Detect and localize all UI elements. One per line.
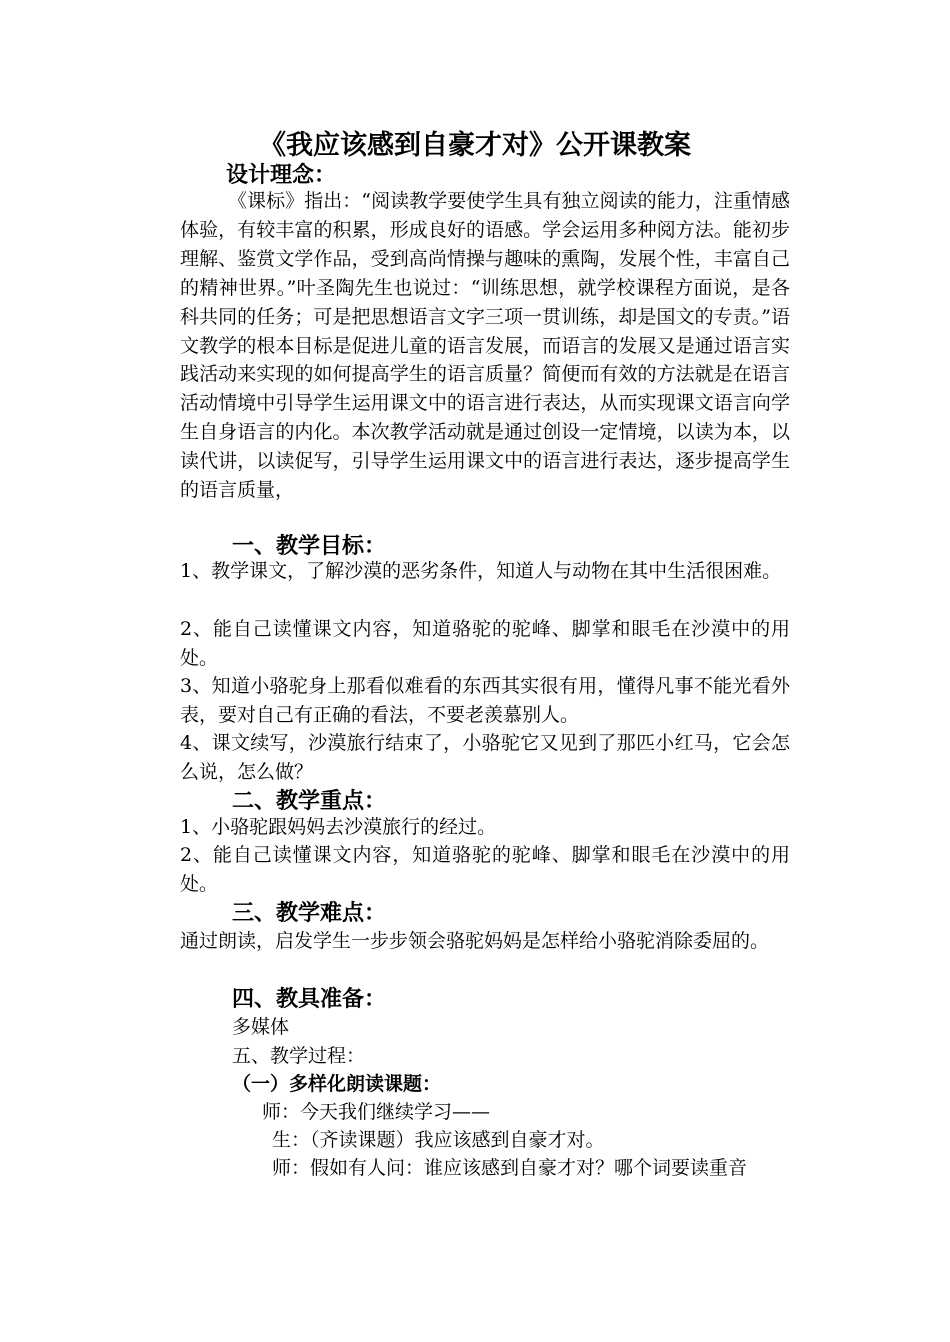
step1-heading: （一）多样化朗读课题： <box>232 1073 442 1095</box>
document-title: 《我应该感到自豪才对》公开课教案 <box>259 130 691 161</box>
section-objectives-heading: 一、教学目标： <box>232 533 387 559</box>
section-key-points-heading: 二、教学重点： <box>232 788 387 814</box>
design-paragraph: 《课标》指出：“阅读教学要使学生具有独立阅读的能力，注重情感体验，有较丰富的积累，形成良好的语感。学会运用多种阅方法。能初步理解、鉴赏文学作品，受到高尚情操与趣味的熏陶，发展个性，丰富自己的精神世界。”叶圣陶先生也说过：“训练思想，就学校课程方面说，是各科共同的任务；可是把思想语言文字三项一贯训练，却是国文的专责。”语文教学的根本目标是促进儿童的语言发展，而语言的发展又是通过语言实践活动来实现的如何提高学生的语言质量？简便而有效的方法就是在语言活动情境中引导学生运用课文中的语言进行表达，从而实现课文语言向学生自身语言的内化。本次教学活动就是通过创设一定情境，以读为本，以读代讲，以读促写，引导学生运用课文中的语言进行表达，逐步提高学生的语言质量， <box>180 190 790 502</box>
materials-text: 多媒体 <box>232 1016 290 1038</box>
difficulty-text: 通过朗读，启发学生一步步领会骆驼妈妈是怎样给小骆驼消除委屈的。 <box>180 930 770 952</box>
key-point-item: 2、能自己读懂课文内容，知道骆驼的驼峰、脚掌和眼毛在沙漠中的用处。 <box>180 844 790 895</box>
dialog-line: 师：今天我们继续学习—— <box>262 1101 491 1123</box>
section-process-heading: 五、教学过程： <box>232 1045 366 1067</box>
key-point-item: 1、小骆驼跟妈妈去沙漠旅行的经过。 <box>180 816 497 838</box>
objective-item: 4、课文续写，沙漠旅行结束了，小骆驼它又见到了那匹小红马，它会怎么说，怎么做？ <box>180 732 790 783</box>
dialog-line: 师：假如有人问：谁应该感到自豪才对？哪个词要读重音 <box>272 1157 748 1179</box>
dialog-line: 生：（齐读课题）我应该感到自豪才对。 <box>272 1129 605 1151</box>
objective-item: 1、教学课文，了解沙漠的恶劣条件，知道人与动物在其中生活很困难。 <box>180 560 782 582</box>
objective-item: 3、知道小骆驼身上那看似难看的东西其实很有用，懂得凡事不能光看外表，要对自己有正确的看法，不要老羡慕别人。 <box>180 675 790 726</box>
objective-item: 2、能自己读懂课文内容，知道骆驼的驼峰、脚掌和眼毛在沙漠中的用处。 <box>180 618 790 669</box>
section-materials-heading: 四、教具准备： <box>232 986 387 1012</box>
design-heading: 设计理念： <box>226 162 337 188</box>
section-difficulty-heading: 三、教学难点： <box>232 900 387 926</box>
